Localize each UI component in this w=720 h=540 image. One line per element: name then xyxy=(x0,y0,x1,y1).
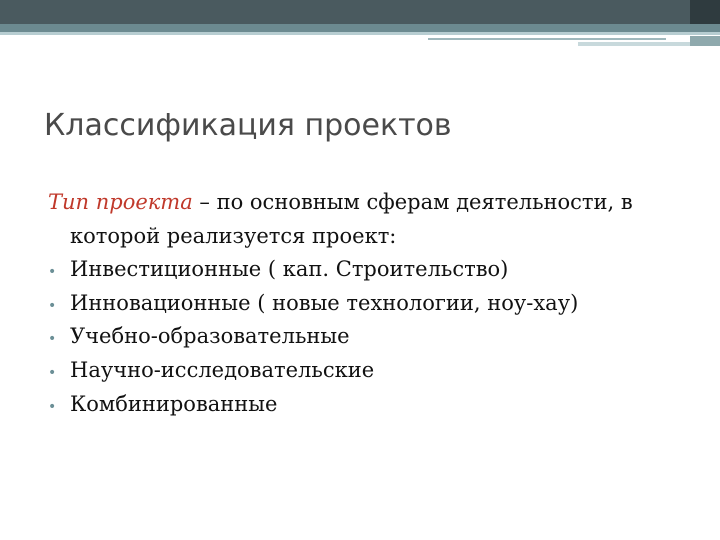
list-item-text: Научно-исследовательские xyxy=(70,357,375,382)
accent-stripe-corner xyxy=(690,36,720,46)
bullet-icon: • xyxy=(48,264,57,281)
list-item xyxy=(48,354,698,388)
list-item-text: Учебно-образовательные xyxy=(70,324,350,349)
slide-body xyxy=(48,186,698,421)
list-item-text: Инновационные ( новые технологии, ноу-хау) xyxy=(70,290,579,315)
bullet-list xyxy=(48,253,698,421)
accent-stripe xyxy=(0,24,720,32)
bullet-icon: • xyxy=(48,398,57,415)
list-item-text: Комбинированные xyxy=(70,391,278,416)
header-band xyxy=(0,0,720,24)
slide-title: Классификация проектов xyxy=(44,108,452,143)
list-item xyxy=(48,388,698,422)
bullet-icon: • xyxy=(48,297,57,314)
bullet-icon: • xyxy=(48,331,57,348)
list-item-text: Инвестиционные ( кап. Строительство) xyxy=(70,257,509,282)
bullet-icon: • xyxy=(48,364,57,381)
list-item xyxy=(48,320,698,354)
intro-text: – по основным сферам деятельности, в которой реализуется проект: xyxy=(70,190,633,248)
intro-paragraph xyxy=(48,186,698,253)
accent-stripe-short xyxy=(428,38,666,40)
intro-emphasis: Тип проекта xyxy=(48,190,193,214)
header-band-corner xyxy=(690,0,720,24)
list-item xyxy=(48,287,698,321)
list-item xyxy=(48,253,698,287)
accent-stripe-light xyxy=(0,32,720,35)
